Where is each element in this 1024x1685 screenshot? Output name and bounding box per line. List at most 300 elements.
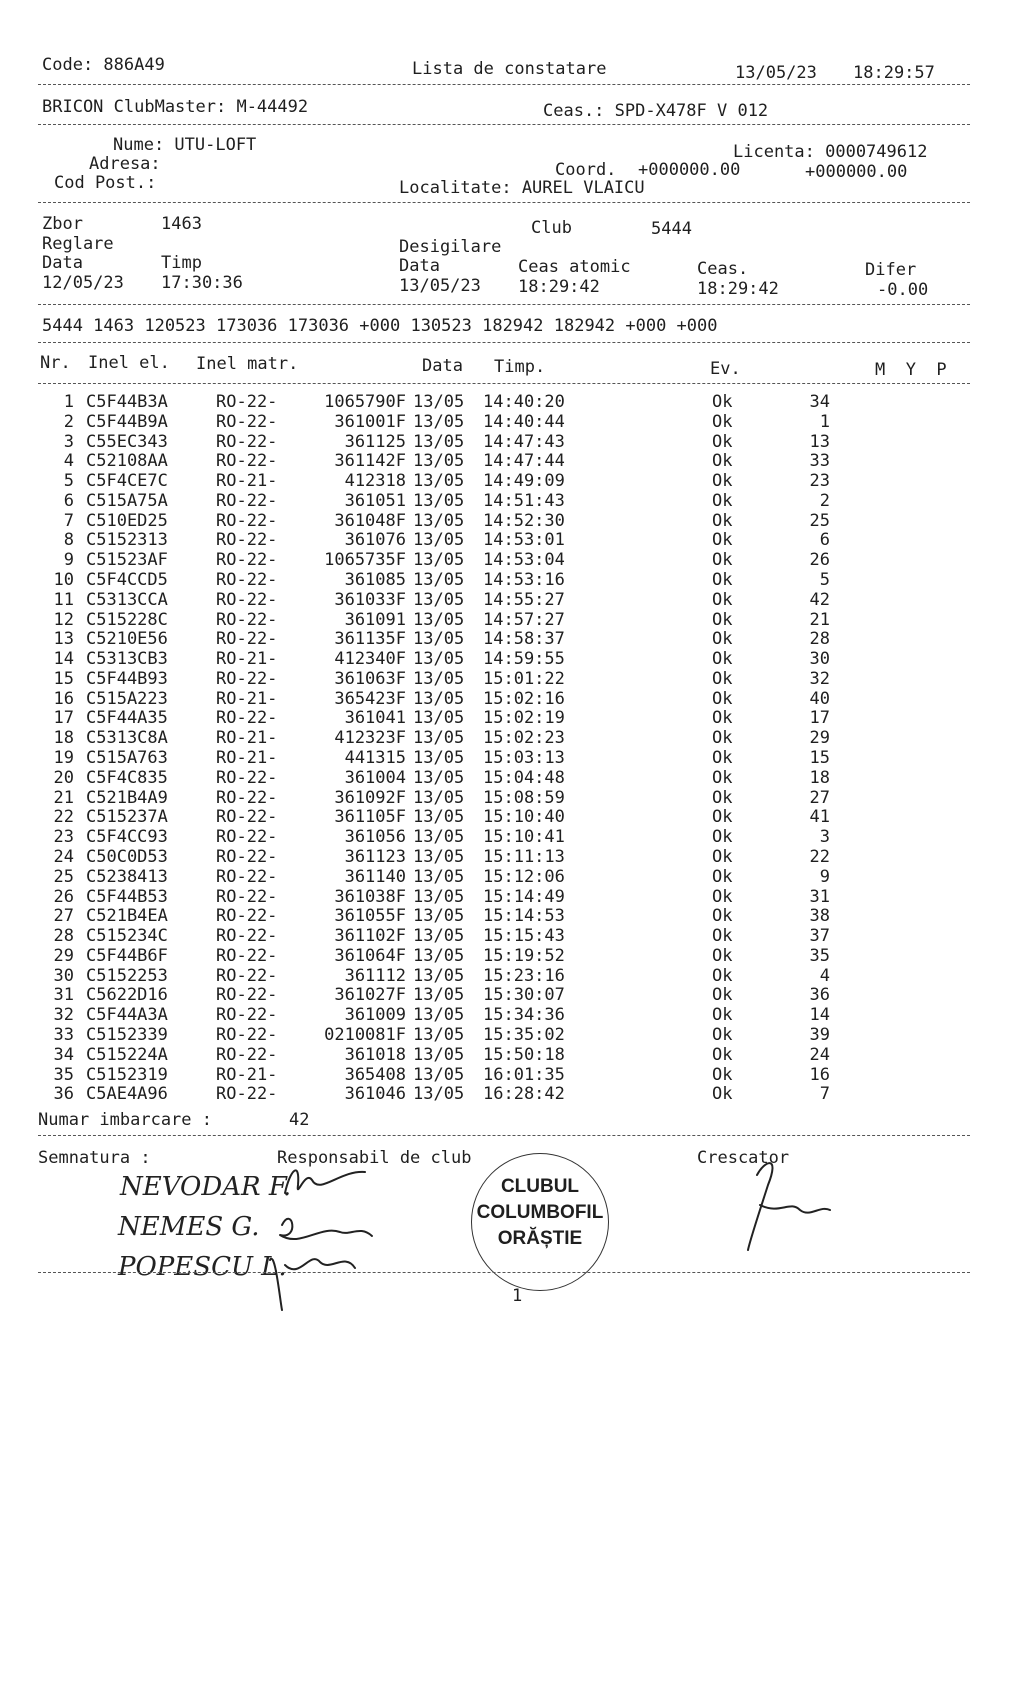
desigilare-label: Desigilare (399, 237, 502, 257)
row-date: 13/05 (413, 471, 465, 492)
col-nr: Nr. (40, 353, 71, 373)
row-position: 16 (809, 1064, 830, 1085)
row-inel-el: C5AE4A96 (86, 1084, 168, 1105)
row-ev: Ok (712, 945, 733, 966)
row-date: 13/05 (413, 1024, 465, 1045)
row-time: 15:02:23 (483, 728, 565, 749)
flight-code-line: 5444 1463 120523 173036 173036 +000 130523 182942 182942 +000 +000 (42, 316, 718, 336)
adresa-field: Adresa: (89, 154, 161, 174)
col-inel-matr: Inel matr. (196, 354, 299, 374)
row-inel-matr: 1065735F (324, 550, 406, 571)
row-date: 13/05 (413, 411, 465, 432)
row-inel-el: C5F44B93 (86, 668, 168, 689)
row-ev: Ok (712, 767, 733, 788)
col-data: Data (422, 356, 463, 376)
row-date: 13/05 (413, 945, 465, 966)
row-time: 15:34:36 (483, 1005, 565, 1026)
row-position: 21 (809, 609, 830, 630)
row-date: 13/05 (413, 748, 465, 769)
row-position: 31 (809, 886, 830, 907)
clock-label: Ceas.: SPD-X478F V 012 (543, 101, 769, 121)
row-date: 13/05 (413, 866, 465, 887)
row-position: 17 (809, 708, 830, 729)
row-time: 15:19:52 (483, 945, 565, 966)
row-time: 15:02:16 (483, 688, 565, 709)
row-ev: Ok (712, 886, 733, 907)
row-ring-prefix: RO-22- (216, 570, 278, 591)
row-inel-matr: 361125 (344, 431, 406, 452)
coord-label: Coord. (555, 160, 617, 180)
row-ring-prefix: RO-22- (216, 629, 278, 650)
row-inel-el: C5F44A35 (86, 708, 168, 729)
row-date: 13/05 (413, 767, 465, 788)
row-date: 13/05 (413, 629, 465, 650)
localitate-field: Localitate: AUREL VLAICU (399, 178, 645, 198)
row-inel-el: C5F4C835 (86, 767, 168, 788)
row-nr: 11 (53, 589, 74, 610)
row-date: 13/05 (413, 728, 465, 749)
row-date: 13/05 (413, 1005, 465, 1026)
data2-label: Data (399, 256, 440, 276)
row-time: 15:14:53 (483, 906, 565, 927)
code-label: Code: 886A49 (42, 55, 165, 75)
signature-mark-2 (280, 1219, 372, 1239)
row-inel-matr: 361055F (334, 906, 406, 927)
row-ring-prefix: RO-22- (216, 926, 278, 947)
row-inel-el: C521B4A9 (86, 787, 168, 808)
row-date: 13/05 (413, 846, 465, 867)
row-time: 16:28:42 (483, 1084, 565, 1105)
zbor-value: 1463 (161, 214, 202, 234)
row-inel-matr: 361033F (334, 589, 406, 610)
timp-label: Timp (161, 253, 202, 273)
row-ev: Ok (712, 490, 733, 511)
row-position: 9 (819, 866, 830, 887)
numar-imbarcare-value: 42 (289, 1110, 310, 1130)
row-position: 22 (809, 846, 830, 867)
row-inel-el: C50C0D53 (86, 846, 168, 867)
row-ring-prefix: RO-22- (216, 866, 278, 887)
row-date: 13/05 (413, 1084, 465, 1105)
row-ring-prefix: RO-22- (216, 1044, 278, 1065)
difer-value: -0.00 (877, 280, 929, 300)
row-time: 14:53:04 (483, 550, 565, 571)
signature-text-3: POPESCU L. (118, 1252, 287, 1282)
row-inel-el: C5F4CE7C (86, 471, 168, 492)
signature-mark-4 (748, 1163, 830, 1250)
row-ring-prefix: RO-21- (216, 649, 278, 670)
row-inel-matr: 361027F (334, 985, 406, 1006)
row-ring-prefix: RO-22- (216, 1005, 278, 1026)
row-position: 23 (809, 471, 830, 492)
row-time: 14:53:16 (483, 570, 565, 591)
row-nr: 15 (53, 668, 74, 689)
row-inel-el: C5313CCA (86, 589, 168, 610)
row-nr: 14 (53, 649, 74, 670)
row-ring-prefix: RO-21- (216, 471, 278, 492)
row-inel-matr: 361091 (344, 609, 406, 630)
row-inel-matr: 361123 (344, 846, 406, 867)
row-ev: Ok (712, 392, 733, 412)
row-position: 26 (809, 550, 830, 571)
row-nr: 23 (53, 827, 74, 848)
row-date: 13/05 (413, 965, 465, 986)
row-time: 15:30:07 (483, 985, 565, 1006)
row-ring-prefix: RO-22- (216, 886, 278, 907)
row-ev: Ok (712, 668, 733, 689)
row-inel-matr: 361140 (344, 866, 406, 887)
row-ring-prefix: RO-22- (216, 431, 278, 452)
row-time: 15:14:49 (483, 886, 565, 907)
col-timp: Timp. (494, 357, 546, 377)
row-inel-matr: 361105F (334, 807, 406, 828)
row-time: 14:55:27 (483, 589, 565, 610)
row-position: 6 (819, 530, 830, 551)
row-inel-el: C5F44B6F (86, 945, 168, 966)
reglare-data: 12/05/23 (42, 273, 124, 293)
row-ev: Ok (712, 629, 733, 650)
row-inel-matr: 361046 (344, 1084, 406, 1105)
row-ev: Ok (712, 1064, 733, 1085)
row-position: 13 (809, 431, 830, 452)
row-time: 14:59:55 (483, 649, 565, 670)
row-time: 15:50:18 (483, 1044, 565, 1065)
row-inel-el: C52108AA (86, 451, 168, 472)
row-ev: Ok (712, 866, 733, 887)
row-ring-prefix: RO-22- (216, 1084, 278, 1105)
row-nr: 22 (53, 807, 74, 828)
row-position: 32 (809, 668, 830, 689)
row-date: 13/05 (413, 1064, 465, 1085)
club-label: Club (531, 218, 572, 238)
row-ring-prefix: RO-22- (216, 392, 278, 412)
row-date: 13/05 (413, 827, 465, 848)
data-label: Data (42, 253, 83, 273)
row-position: 35 (809, 945, 830, 966)
divider (38, 1272, 970, 1273)
row-ring-prefix: RO-22- (216, 787, 278, 808)
row-inel-matr: 361051 (344, 490, 406, 511)
row-ev: Ok (712, 589, 733, 610)
row-ring-prefix: RO-22- (216, 668, 278, 689)
row-time: 14:52:30 (483, 510, 565, 531)
difer-label: Difer (865, 260, 917, 280)
row-nr: 33 (53, 1024, 74, 1045)
header-date: 13/05/23 (735, 63, 817, 83)
row-position: 40 (809, 688, 830, 709)
signature-text-2: NEMES G. (118, 1212, 260, 1242)
stamp-line-2: COLUMBOFIL (476, 1202, 604, 1223)
row-ring-prefix: RO-22- (216, 827, 278, 848)
row-time: 14:57:27 (483, 609, 565, 630)
row-ev: Ok (712, 1084, 733, 1105)
numar-imbarcare-label: Numar imbarcare : (38, 1110, 212, 1130)
row-nr: 21 (53, 787, 74, 808)
row-ring-prefix: RO-22- (216, 589, 278, 610)
row-date: 13/05 (413, 550, 465, 571)
row-ring-prefix: RO-22- (216, 451, 278, 472)
signature-mark-1 (285, 1170, 365, 1193)
row-ev: Ok (712, 1024, 733, 1045)
row-time: 14:58:37 (483, 629, 565, 650)
row-inel-matr: 0210081F (324, 1024, 406, 1045)
stamp-line-3: ORĂȘTIE (497, 1228, 583, 1249)
row-inel-el: C521B4EA (86, 906, 168, 927)
row-ev: Ok (712, 965, 733, 986)
row-nr: 18 (53, 728, 74, 749)
row-position: 38 (809, 906, 830, 927)
row-inel-matr: 361064F (334, 945, 406, 966)
row-nr: 30 (53, 965, 74, 986)
row-time: 15:15:43 (483, 926, 565, 947)
row-time: 14:47:44 (483, 451, 565, 472)
row-inel-matr: 361112 (344, 965, 406, 986)
ceas-atomic-label: Ceas atomic (518, 257, 631, 277)
row-date: 13/05 (413, 886, 465, 907)
row-ev: Ok (712, 451, 733, 472)
row-position: 4 (819, 965, 830, 986)
row-time: 15:03:13 (483, 748, 565, 769)
row-date: 13/05 (413, 668, 465, 689)
row-position: 15 (809, 748, 830, 769)
row-ring-prefix: RO-22- (216, 846, 278, 867)
row-nr: 9 (63, 550, 74, 571)
row-ring-prefix: RO-22- (216, 807, 278, 828)
row-ev: Ok (712, 728, 733, 749)
row-ev: Ok (712, 649, 733, 670)
row-nr: 17 (53, 708, 74, 729)
row-nr: 2 (63, 411, 74, 432)
row-inel-matr: 1065790F (324, 392, 406, 412)
row-inel-el: C515228C (86, 609, 168, 630)
row-inel-el: C515A223 (86, 688, 168, 709)
row-inel-matr: 361041 (344, 708, 406, 729)
row-nr: 31 (53, 985, 74, 1006)
row-date: 13/05 (413, 985, 465, 1006)
row-ev: Ok (712, 787, 733, 808)
zbor-label: Zbor (42, 214, 83, 234)
col-inel-el: Inel el. (88, 353, 170, 373)
row-time: 15:35:02 (483, 1024, 565, 1045)
row-inel-el: C515237A (86, 807, 168, 828)
row-nr: 1 (63, 392, 74, 412)
desigilare-data: 13/05/23 (399, 276, 481, 296)
row-inel-el: C51523AF (86, 550, 168, 571)
row-inel-el: C5F4CCD5 (86, 570, 168, 591)
row-inel-matr: 365408 (344, 1064, 406, 1085)
row-nr: 3 (63, 431, 74, 452)
row-nr: 24 (53, 846, 74, 867)
row-date: 13/05 (413, 451, 465, 472)
row-ring-prefix: RO-21- (216, 728, 278, 749)
row-inel-el: C5313CB3 (86, 649, 168, 670)
col-myp: M Y P (875, 360, 947, 380)
row-inel-el: C510ED25 (86, 510, 168, 531)
row-nr: 5 (63, 471, 74, 492)
row-ring-prefix: RO-22- (216, 985, 278, 1006)
row-ring-prefix: RO-22- (216, 708, 278, 729)
licenta-field: Licenta: 0000749612 (733, 142, 928, 162)
row-position: 39 (809, 1024, 830, 1045)
ceas-atomic-value: 18:29:42 (518, 277, 600, 297)
row-ev: Ok (712, 411, 733, 432)
row-inel-el: C5152339 (86, 1024, 168, 1045)
cod-post-field: Cod Post.: (54, 173, 157, 193)
row-inel-el: C5F44B9A (86, 411, 168, 432)
row-time: 14:53:01 (483, 530, 565, 551)
row-inel-matr: 361135F (334, 629, 406, 650)
semnatura-label: Semnatura : (38, 1148, 151, 1168)
row-inel-el: C515A763 (86, 748, 168, 769)
row-inel-matr: 361063F (334, 668, 406, 689)
row-date: 13/05 (413, 490, 465, 511)
row-ev: Ok (712, 846, 733, 867)
row-position: 7 (819, 1084, 830, 1105)
row-ev: Ok (712, 570, 733, 591)
row-ev: Ok (712, 688, 733, 709)
row-inel-matr: 412340F (334, 649, 406, 670)
row-inel-el: C5F4CC93 (86, 827, 168, 848)
row-nr: 20 (53, 767, 74, 788)
row-ring-prefix: RO-22- (216, 1024, 278, 1045)
row-position: 28 (809, 629, 830, 650)
row-position: 30 (809, 649, 830, 670)
row-ev: Ok (712, 471, 733, 492)
row-ring-prefix: RO-22- (216, 510, 278, 531)
row-inel-matr: 361142F (334, 451, 406, 472)
row-ring-prefix: RO-22- (216, 767, 278, 788)
row-inel-el: C5238413 (86, 866, 168, 887)
row-ring-prefix: RO-22- (216, 411, 278, 432)
row-ev: Ok (712, 550, 733, 571)
row-ring-prefix: RO-22- (216, 530, 278, 551)
row-ring-prefix: RO-22- (216, 945, 278, 966)
row-time: 15:08:59 (483, 787, 565, 808)
row-ev: Ok (712, 1044, 733, 1065)
row-inel-matr: 412318 (344, 471, 406, 492)
row-inel-el: C5152313 (86, 530, 168, 551)
ceas-label: Ceas. (697, 259, 749, 279)
row-inel-matr: 361102F (334, 926, 406, 947)
row-time: 14:51:43 (483, 490, 565, 511)
row-time: 15:04:48 (483, 767, 565, 788)
reglare-label: Reglare (42, 234, 114, 254)
nume-field: Nume: UTU-LOFT (113, 135, 257, 155)
row-ring-prefix: RO-22- (216, 490, 278, 511)
row-position: 36 (809, 985, 830, 1006)
crescator-label: Crescator (697, 1148, 790, 1168)
signature-text-1: NEVODAR F. (120, 1172, 292, 1202)
row-date: 13/05 (413, 1044, 465, 1065)
row-inel-matr: 361056 (344, 827, 406, 848)
row-date: 13/05 (413, 807, 465, 828)
row-ev: Ok (712, 708, 733, 729)
row-position: 3 (819, 827, 830, 848)
row-nr: 35 (53, 1064, 74, 1085)
row-nr: 27 (53, 906, 74, 927)
reglare-timp: 17:30:36 (161, 273, 243, 293)
row-ev: Ok (712, 827, 733, 848)
row-nr: 25 (53, 866, 74, 887)
row-date: 13/05 (413, 589, 465, 610)
row-date: 13/05 (413, 392, 465, 412)
row-inel-matr: 365423F (334, 688, 406, 709)
row-ring-prefix: RO-22- (216, 906, 278, 927)
row-ev: Ok (712, 609, 733, 630)
row-position: 24 (809, 1044, 830, 1065)
row-position: 14 (809, 1005, 830, 1026)
row-inel-matr: 361076 (344, 530, 406, 551)
row-position: 1 (819, 411, 830, 432)
row-time: 14:49:09 (483, 471, 565, 492)
row-position: 37 (809, 926, 830, 947)
row-date: 13/05 (413, 906, 465, 927)
row-nr: 32 (53, 1005, 74, 1026)
row-date: 13/05 (413, 926, 465, 947)
row-nr: 28 (53, 926, 74, 947)
row-date: 13/05 (413, 649, 465, 670)
row-position: 33 (809, 451, 830, 472)
row-inel-el: C5313C8A (86, 728, 168, 749)
coord-y: +000000.00 (805, 162, 908, 182)
row-nr: 4 (63, 451, 74, 472)
page-number: 1 (512, 1286, 523, 1306)
row-inel-matr: 361092F (334, 787, 406, 808)
row-ring-prefix: RO-21- (216, 748, 278, 769)
row-ev: Ok (712, 926, 733, 947)
row-ring-prefix: RO-22- (216, 609, 278, 630)
system-label: BRICON ClubMaster: M-44492 (42, 97, 309, 117)
row-inel-el: C5152319 (86, 1064, 168, 1085)
row-position: 18 (809, 767, 830, 788)
row-inel-el: C5152253 (86, 965, 168, 986)
row-date: 13/05 (413, 431, 465, 452)
ceas-value: 18:29:42 (697, 279, 779, 299)
row-inel-el: C5F44A3A (86, 1005, 168, 1026)
row-date: 13/05 (413, 688, 465, 709)
row-ring-prefix: RO-21- (216, 688, 278, 709)
row-ring-prefix: RO-21- (216, 1064, 278, 1085)
row-inel-matr: 361001F (334, 411, 406, 432)
row-date: 13/05 (413, 787, 465, 808)
row-inel-el: C55EC343 (86, 431, 168, 452)
row-nr: 10 (53, 570, 74, 591)
row-date: 13/05 (413, 510, 465, 531)
row-nr: 26 (53, 886, 74, 907)
header-time: 18:29:57 (853, 63, 935, 83)
row-time: 16:01:35 (483, 1064, 565, 1085)
row-time: 15:12:06 (483, 866, 565, 887)
row-nr: 29 (53, 945, 74, 966)
row-ev: Ok (712, 906, 733, 927)
row-date: 13/05 (413, 609, 465, 630)
col-ev: Ev. (710, 359, 741, 379)
row-inel-matr: 361018 (344, 1044, 406, 1065)
row-inel-el: C5F44B3A (86, 392, 168, 412)
row-inel-el: C515A75A (86, 490, 168, 511)
row-nr: 19 (53, 748, 74, 769)
signature-mark-3 (270, 1259, 355, 1310)
row-position: 42 (809, 589, 830, 610)
row-ev: Ok (712, 807, 733, 828)
row-ev: Ok (712, 510, 733, 531)
row-time: 15:23:16 (483, 965, 565, 986)
row-position: 5 (819, 570, 830, 591)
row-nr: 8 (63, 530, 74, 551)
row-time: 15:10:41 (483, 827, 565, 848)
coord-x: +000000.00 (638, 160, 741, 180)
row-inel-matr: 361085 (344, 570, 406, 591)
